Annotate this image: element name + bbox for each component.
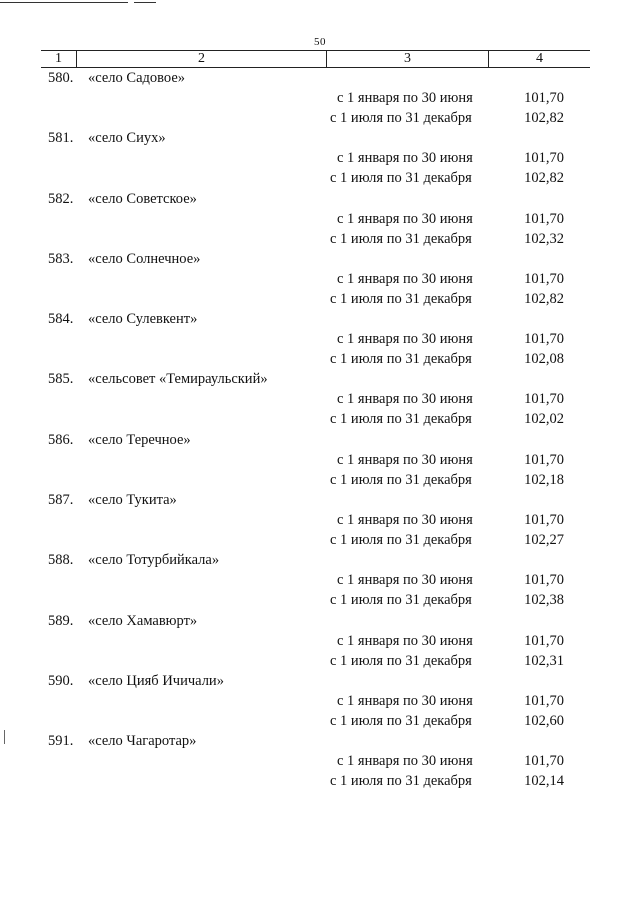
- top-left-rule: [0, 2, 128, 3]
- period-first-half: с 1 января по 30 июня: [337, 391, 473, 408]
- value-second-half: 102,02: [524, 411, 564, 428]
- entry-number: 591.: [48, 733, 74, 750]
- value-first-half: 101,70: [524, 692, 564, 709]
- period-first-half: с 1 января по 30 июня: [337, 331, 473, 348]
- list-item: [0, 251, 640, 311]
- entry-number: 587.: [48, 492, 74, 509]
- value-second-half: 102,31: [524, 652, 564, 669]
- list-item: [0, 552, 640, 612]
- period-second-half: с 1 июля по 31 декабря: [330, 652, 472, 669]
- value-first-half: 101,70: [524, 210, 564, 227]
- period-first-half: с 1 января по 30 июня: [337, 270, 473, 287]
- period-first-half: с 1 января по 30 июня: [337, 572, 473, 589]
- entry-number: 588.: [48, 552, 74, 569]
- value-first-half: 101,70: [524, 270, 564, 287]
- list-item: [0, 130, 640, 190]
- entry-name: «сельсовет «Темираульский»: [88, 371, 268, 388]
- list-item: [0, 70, 640, 130]
- entry-name: «село Садовое»: [88, 70, 186, 86]
- entry-name: «село Хамавюрт»: [88, 612, 198, 629]
- period-first-half: с 1 января по 30 июня: [337, 692, 473, 709]
- entry-number: 585.: [48, 371, 74, 388]
- list-item: [0, 673, 640, 733]
- period-first-half: с 1 января по 30 июня: [337, 90, 473, 106]
- value-second-half: 102,82: [524, 110, 564, 126]
- column-header-1: 1: [55, 51, 62, 66]
- value-second-half: 102,32: [524, 230, 564, 247]
- entry-number: 580.: [48, 70, 74, 86]
- top-left-rule-short: [134, 2, 156, 3]
- value-first-half: 101,70: [524, 451, 564, 468]
- column-header-row: [41, 50, 590, 68]
- period-second-half: с 1 июля по 31 декабря: [330, 592, 472, 609]
- period-second-half: с 1 июля по 31 декабря: [330, 411, 472, 428]
- value-first-half: 101,70: [524, 512, 564, 529]
- value-second-half: 102,82: [524, 170, 564, 187]
- list-item: [0, 191, 640, 251]
- entry-name: «село Теречное»: [88, 431, 191, 448]
- entry-name: «село Сиух»: [88, 130, 166, 147]
- list-item: [0, 432, 640, 492]
- period-second-half: с 1 июля по 31 декабря: [330, 230, 472, 247]
- value-second-half: 102,82: [524, 290, 564, 307]
- period-first-half: с 1 января по 30 июня: [337, 632, 473, 649]
- value-second-half: 102,38: [524, 592, 564, 609]
- entries-list: [0, 70, 640, 794]
- period-second-half: с 1 июля по 31 декабря: [330, 290, 472, 307]
- entry-number: 589.: [48, 612, 74, 629]
- value-second-half: 102,08: [524, 351, 564, 368]
- period-second-half: с 1 июля по 31 декабря: [330, 351, 472, 368]
- list-item: [0, 311, 640, 371]
- value-second-half: 102,60: [524, 712, 564, 729]
- list-item: [0, 733, 640, 793]
- list-item: [0, 492, 640, 552]
- entry-number: 581.: [48, 130, 74, 147]
- column-header-2: 2: [76, 51, 326, 67]
- entry-name: «село Чагаротар»: [88, 733, 197, 750]
- period-first-half: с 1 января по 30 июня: [337, 210, 473, 227]
- margin-mark: [4, 730, 5, 744]
- period-second-half: с 1 июля по 31 декабря: [330, 110, 472, 126]
- column-header-3: 3: [326, 51, 488, 67]
- list-item: [0, 613, 640, 673]
- period-second-half: с 1 июля по 31 декабря: [330, 471, 472, 488]
- value-first-half: 101,70: [524, 632, 564, 649]
- value-second-half: 102,27: [524, 532, 564, 549]
- period-second-half: с 1 июля по 31 декабря: [330, 170, 472, 187]
- entry-name: «село Солнечное»: [88, 250, 201, 267]
- value-second-half: 102,18: [524, 471, 564, 488]
- entry-name: «село Цияб Ичичали»: [88, 672, 224, 689]
- value-first-half: 101,70: [524, 150, 564, 167]
- period-second-half: с 1 июля по 31 декабря: [330, 773, 472, 790]
- entry-name: «село Тотурбийкала»: [88, 552, 220, 569]
- value-second-half: 102,14: [524, 773, 564, 790]
- period-first-half: с 1 января по 30 июня: [337, 512, 473, 529]
- entry-number: 582.: [48, 190, 74, 207]
- value-first-half: 101,70: [524, 753, 564, 770]
- period-second-half: с 1 июля по 31 декабря: [330, 712, 472, 729]
- entry-name: «село Советское»: [88, 190, 197, 207]
- entry-number: 583.: [48, 250, 74, 267]
- entry-name: «село Тукита»: [88, 492, 177, 509]
- entry-number: 584.: [48, 311, 74, 328]
- list-item: [0, 371, 640, 431]
- value-first-half: 101,70: [524, 90, 564, 106]
- period-first-half: с 1 января по 30 июня: [337, 150, 473, 167]
- period-first-half: с 1 января по 30 июня: [337, 753, 473, 770]
- period-second-half: с 1 июля по 31 декабря: [330, 532, 472, 549]
- value-first-half: 101,70: [524, 391, 564, 408]
- column-header-4: 4: [488, 51, 590, 67]
- entry-number: 586.: [48, 431, 74, 448]
- period-first-half: с 1 января по 30 июня: [337, 451, 473, 468]
- page-number: 50: [314, 36, 326, 48]
- entry-number: 590.: [48, 672, 74, 689]
- entry-name: «село Сулевкент»: [88, 311, 198, 328]
- value-first-half: 101,70: [524, 572, 564, 589]
- value-first-half: 101,70: [524, 331, 564, 348]
